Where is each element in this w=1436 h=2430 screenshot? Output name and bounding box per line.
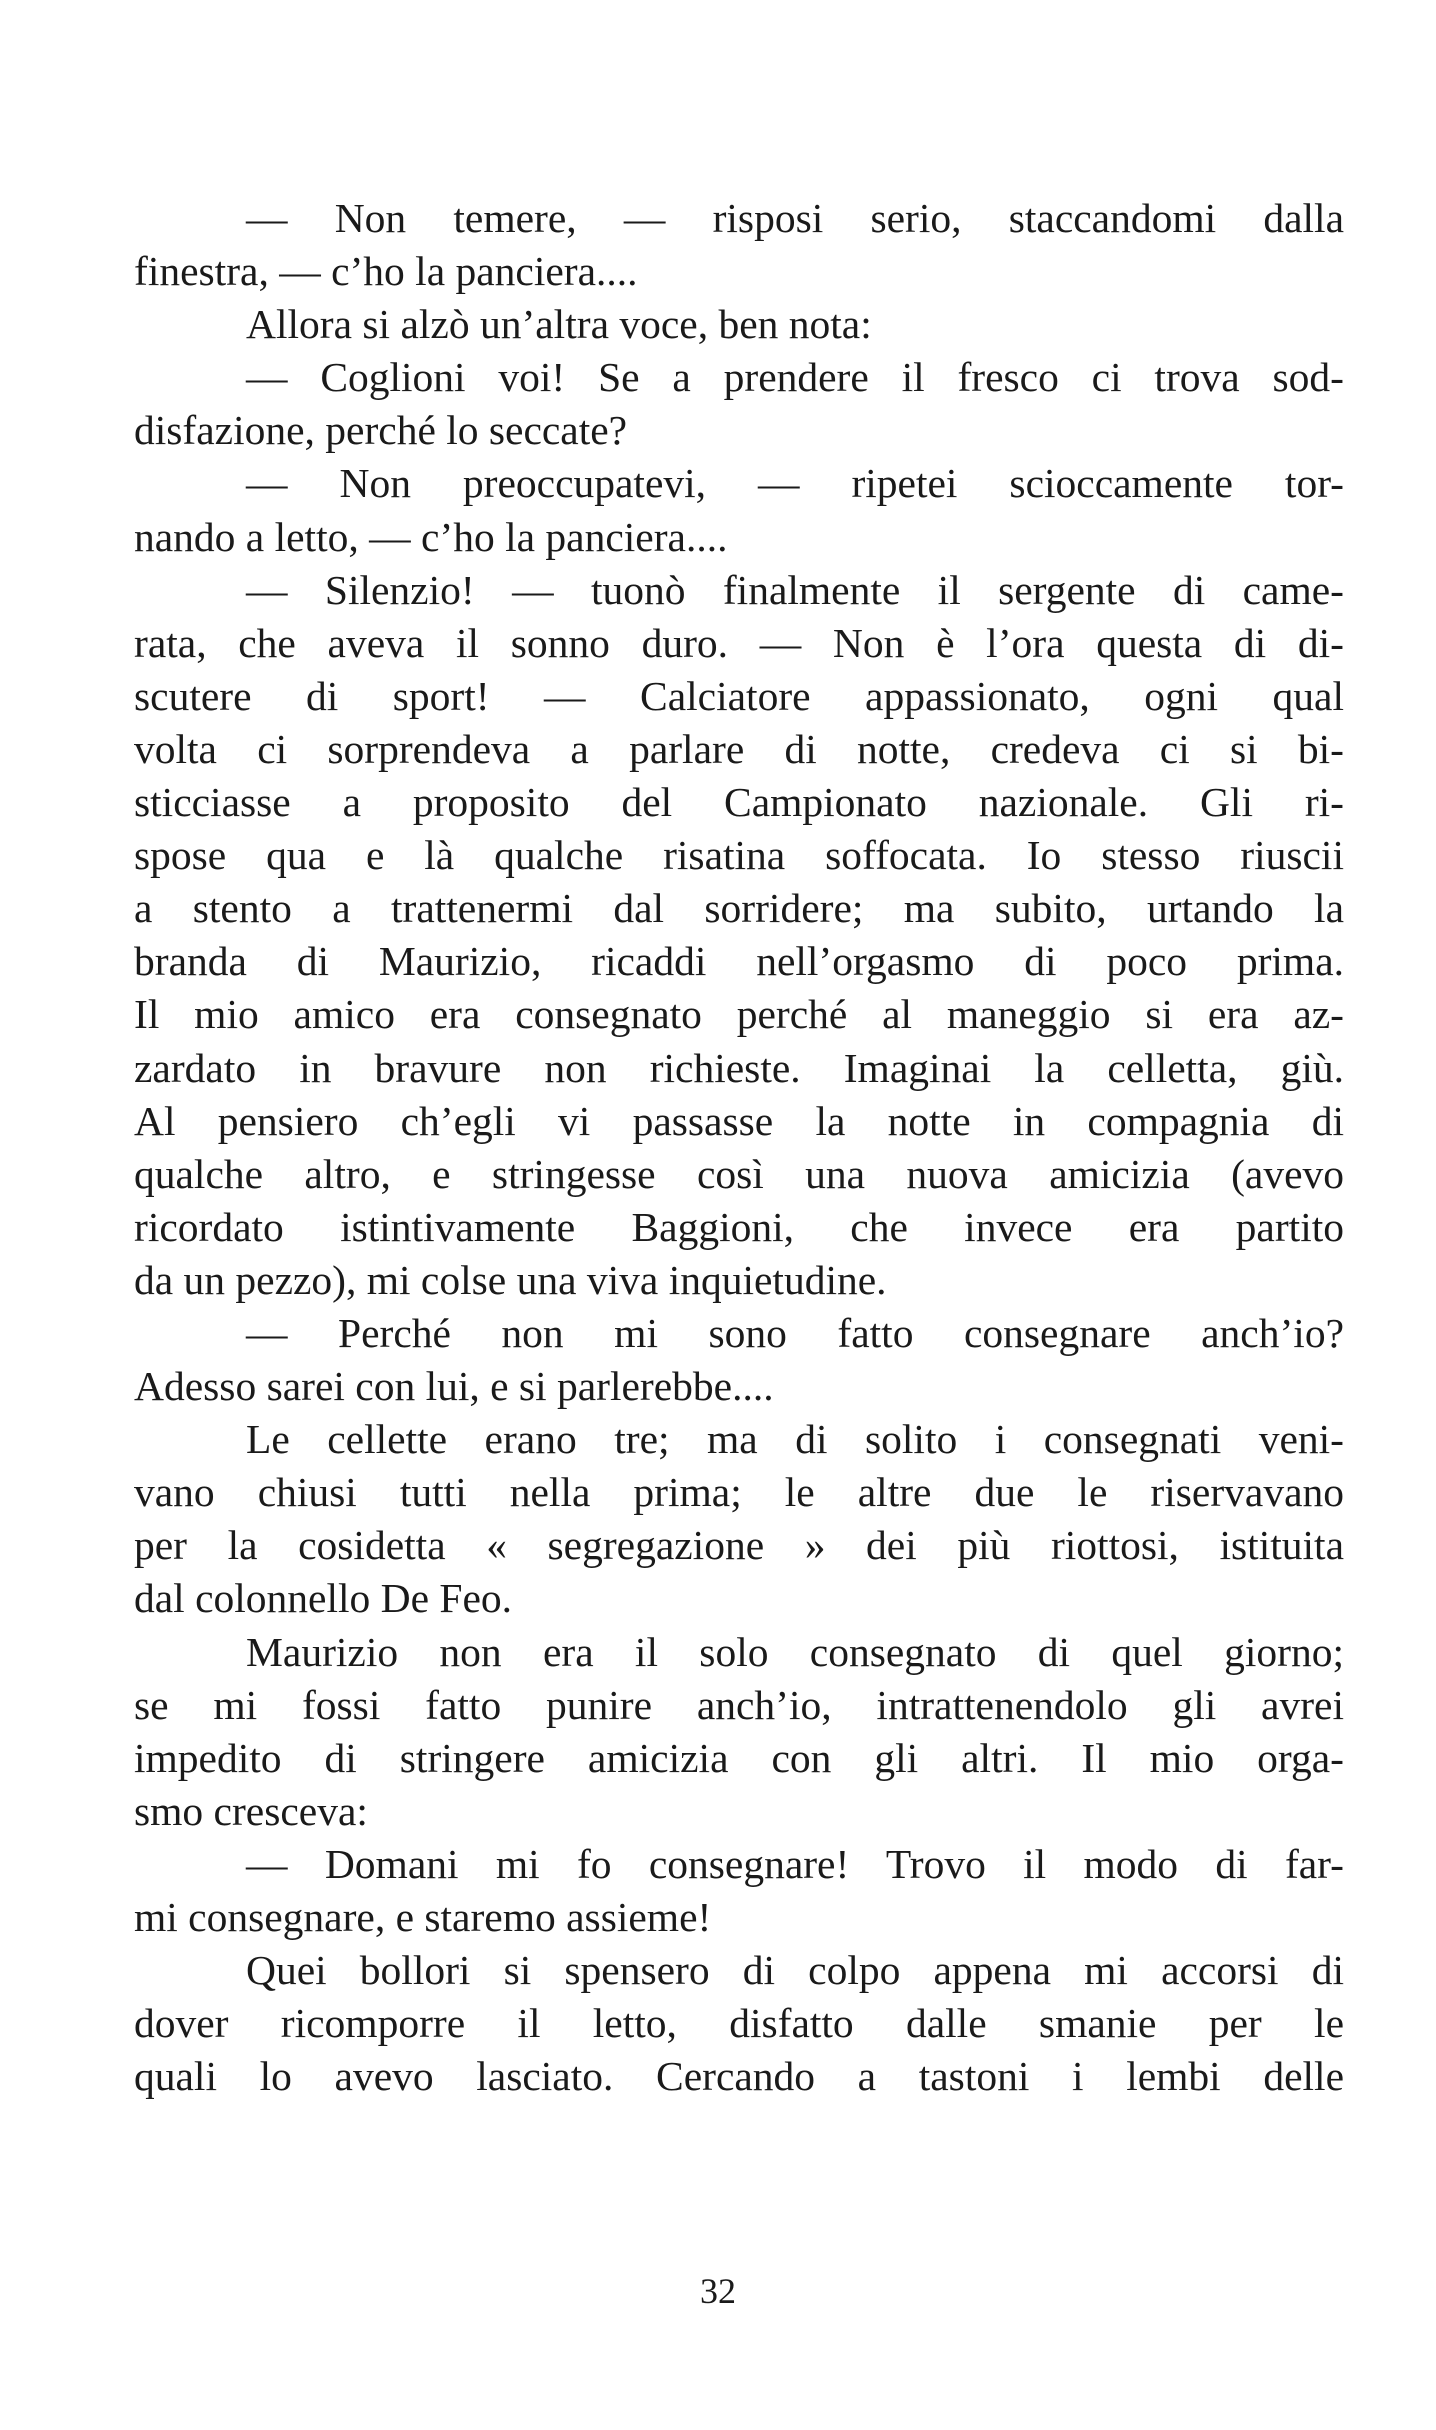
- text-line: — Domani mi fo consegnare! Trovo il modo di far-: [246, 1840, 1344, 1887]
- text-line: dal colonnello De Feo.: [134, 1575, 513, 1622]
- text-line: a stento a trattenermi dal sorridere; ma subito, urtando la: [134, 885, 1344, 932]
- text-line: spose qua e là qualche risatina soffocata. Io stesso riuscii: [134, 832, 1344, 879]
- text-line: sticciasse a proposito del Campionato nazionale. Gli ri-: [134, 779, 1344, 826]
- text-line: Il mio amico era consegnato perché al maneggio si era az-: [134, 991, 1344, 1038]
- text-line: scutere di sport! — Calciatore appassionato, ogni qual: [134, 672, 1344, 719]
- text-line: Maurizio non era il solo consegnato di quel giorno;: [246, 1628, 1344, 1675]
- text-line: zardato in bravure non richieste. Imaginai la celletta, giù.: [134, 1044, 1344, 1091]
- text-line: Le cellette erano tre; ma di solito i consegnati veni-: [246, 1416, 1344, 1463]
- text-line: qualche altro, e stringesse così una nuova amicizia (avevo: [134, 1150, 1344, 1197]
- text-line: — Silenzio! — tuonò finalmente il sergente di came-: [246, 566, 1344, 613]
- text-line: se mi fossi fatto punire anch’io, intrattenendolo gli avrei: [134, 1681, 1344, 1728]
- body-text: [134, 192, 1344, 2103]
- text-line: volta ci sorprendeva a parlare di notte, credeva ci si bi-: [134, 725, 1344, 772]
- text-line: per la cosidetta « segregazione » dei più riottosi, istituita: [134, 1522, 1344, 1569]
- page-number: 32: [700, 2271, 736, 2311]
- text-line: Al pensiero ch’egli vi passasse la notte in compagnia di: [134, 1097, 1344, 1144]
- text-line: — Non preoccupatevi, — ripetei scioccamente tor-: [246, 460, 1344, 507]
- text-line: — Non temere, — risposi serio, staccandomi dalla: [246, 195, 1344, 241]
- text-line: da un pezzo), mi colse una viva inquietudine.: [134, 1256, 887, 1303]
- text-line: Adesso sarei con lui, e si parlerebbe....: [134, 1363, 774, 1410]
- text-line: Allora si alzò un’altra voce, ben nota:: [246, 301, 872, 348]
- text-line: smo cresceva:: [134, 1787, 368, 1834]
- text-line: dover ricomporre il letto, disfatto dalle smanie per le: [134, 2000, 1344, 2047]
- text-line: mi consegnare, e staremo assieme!: [134, 1894, 712, 1940]
- text-line: — Coglioni voi! Se a prendere il fresco ci trova sod-: [246, 354, 1344, 401]
- text-line: Quei bollori si spensero di colpo appena mi accorsi di: [246, 1947, 1344, 1994]
- text-line: finestra, — c’ho la panciera....: [134, 248, 638, 295]
- text-line: ricordato istintivamente Baggioni, che invece era partito: [134, 1203, 1344, 1250]
- text-line: branda di Maurizio, ricaddi nell’orgasmo di poco prima.: [134, 938, 1344, 985]
- text-line: impedito di stringere amicizia con gli altri. Il mio orga-: [134, 1734, 1344, 1781]
- text-line: disfazione, perché lo seccate?: [134, 407, 628, 454]
- text-line: — Perché non mi sono fatto consegnare anch’io?: [246, 1309, 1344, 1356]
- text-line: nando a letto, — c’ho la panciera....: [134, 513, 728, 560]
- text-line: vano chiusi tutti nella prima; le altre due le riservavano: [134, 1469, 1344, 1516]
- text-line: rata, che aveva il sonno duro. — Non è l’ora questa di di-: [134, 619, 1344, 666]
- text-line: quali lo avevo lasciato. Cercando a tastoni i lembi delle: [134, 2053, 1344, 2100]
